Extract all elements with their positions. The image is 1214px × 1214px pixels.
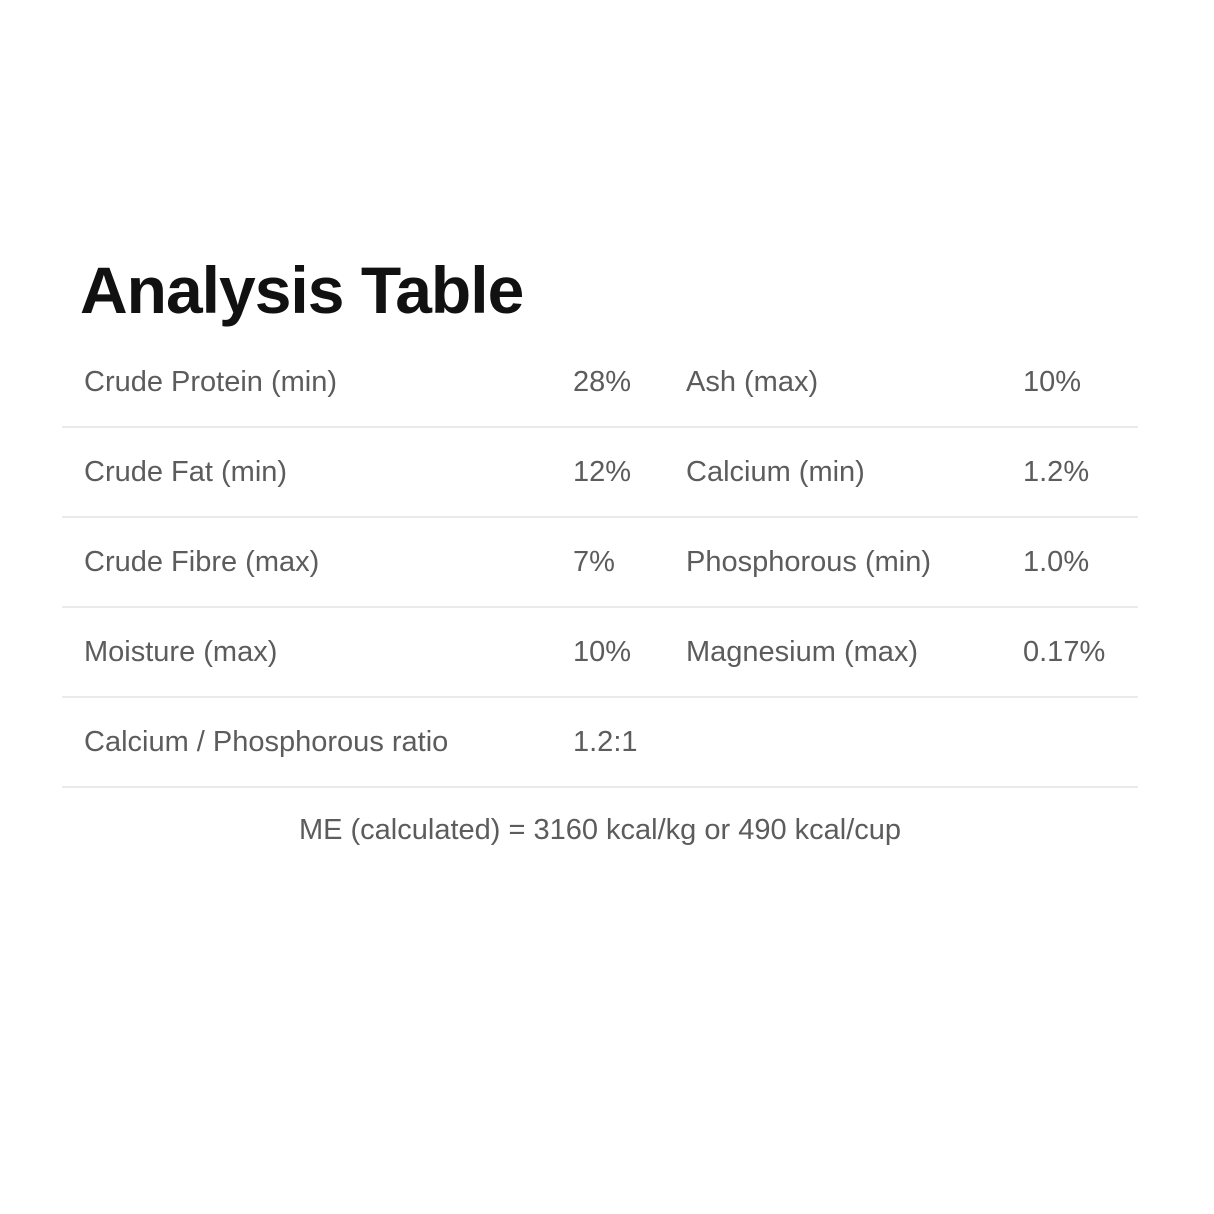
analysis-value: 1.2% (1023, 455, 1090, 488)
analysis-label: Crude Fibre (max) (84, 545, 320, 578)
analysis-label: Calcium / Phosphorous ratio (84, 725, 449, 758)
analysis-value: 1.2:1 (573, 725, 638, 758)
analysis-value: 1.0% (1023, 545, 1090, 578)
analysis-label: Crude Fat (min) (84, 455, 288, 488)
analysis-label: Magnesium (max) (686, 635, 919, 668)
analysis-value: 10% (1023, 365, 1082, 398)
analysis-label: Moisture (max) (84, 635, 278, 668)
table-row (62, 518, 1138, 608)
analysis-label: Crude Protein (min) (84, 365, 338, 398)
analysis-label: Calcium (min) (686, 455, 865, 488)
table-row (62, 698, 1138, 788)
analysis-value: 12% (573, 455, 632, 488)
table-row (62, 608, 1138, 698)
table-row (62, 428, 1138, 518)
page-title: Analysis Table (80, 253, 524, 327)
analysis-value: 10% (573, 635, 632, 668)
analysis-value: 0.17% (1023, 635, 1106, 668)
table-row (62, 338, 1138, 428)
metabolizable-energy-note: ME (calculated) = 3160 kcal/kg or 490 kcal/cup (298, 814, 902, 846)
analysis-label: Ash (max) (686, 365, 819, 398)
analysis-value: 28% (573, 365, 632, 398)
analysis-label: Phosphorous (min) (686, 545, 931, 578)
analysis-table (62, 338, 1138, 788)
analysis-value: 7% (573, 545, 615, 578)
